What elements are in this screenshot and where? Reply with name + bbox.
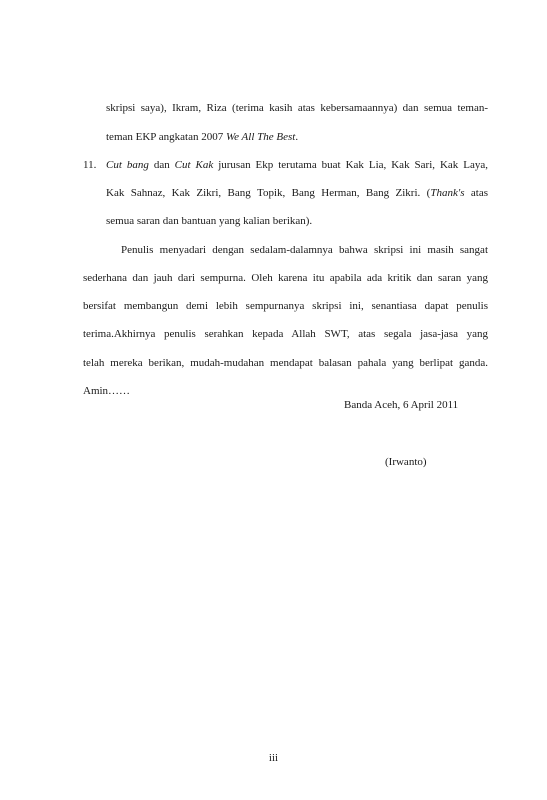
list-item-10-line-1: skripsi saya), Ikram, Riza (terima kasih atas kebersamaannya) dan semua teman- <box>106 102 488 114</box>
signature-name: (Irwanto) <box>385 456 427 468</box>
closing-paragraph-line-6: Amin…… <box>83 385 131 397</box>
list-item-11-number: 11. <box>83 159 97 171</box>
list-item-11-italic-a: Cut bang <box>106 159 149 171</box>
list-item-10-italic: We All The Best <box>225 131 296 143</box>
list-item-11-text-b: jurusan Ekp terutama buat Kak Lia, Kak Sari, Kak Laya, <box>213 159 488 171</box>
list-item-11-l2-pre: Kak Sahnaz, Kak Zikri, Bang Topik, Bang Herman, Bang Zikri. ( <box>106 187 431 199</box>
list-item-11-l2-italic: Thank's <box>430 187 465 199</box>
page-number: iii <box>268 752 279 764</box>
list-item-11-line-3: semua saran dan bantuan yang kalian berikan). <box>106 215 313 227</box>
list-item-10-period: . <box>295 131 299 143</box>
list-item-11-line-2 <box>106 186 488 200</box>
closing-paragraph-line-1: Penulis menyadari dengan sedalam-dalamnya bahwa skripsi ini masih sangat <box>121 244 488 256</box>
signature-place-date: Banda Aceh, 6 April 2011 <box>344 399 459 411</box>
list-item-11-l2-post: atas <box>464 187 488 199</box>
list-item-11-text-a: dan <box>148 159 175 171</box>
closing-paragraph-line-2: sederhana dan jauh dari sempurna. Oleh karena itu apabila ada kritik dan saran yang <box>83 272 488 284</box>
closing-paragraph-line-4: terima.Akhirnya penulis serahkan kepada Allah SWT, atas segala jasa-jasa yang <box>83 328 488 340</box>
closing-paragraph-line-5: telah mereka berikan, mudah-mudahan mendapat balasan pahala yang berlipat ganda. <box>83 357 488 369</box>
list-item-10-text: teman EKP angkatan 2007 <box>106 131 226 143</box>
list-item-11-italic-b: Cut Kak <box>174 159 214 171</box>
closing-paragraph-line-3: bersifat membangun demi lebih sempurnanya skripsi ini, senantiasa dapat penulis <box>83 300 488 312</box>
list-item-10-line-2 <box>106 130 298 144</box>
list-item-11-line-1 <box>106 158 488 172</box>
